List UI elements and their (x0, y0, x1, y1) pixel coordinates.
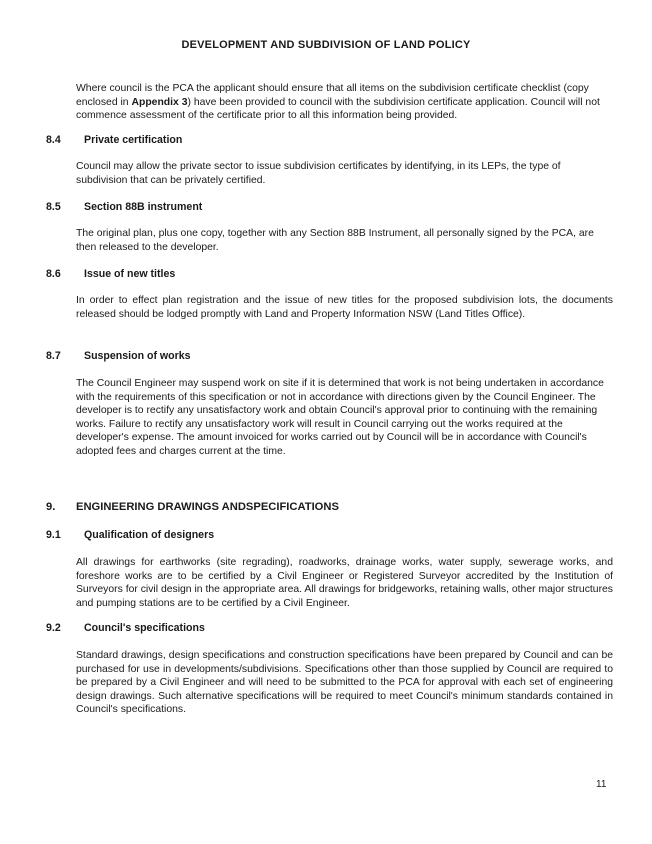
section-number: 8.5 (46, 201, 61, 213)
section-body-8-4: Council may allow the private sector to issue subdivision certificates by identifying, in its LEPs, the type of subdivision that can be privately certified. (76, 161, 561, 186)
section-number: 8.4 (46, 134, 61, 146)
section-heading-9-1 (46, 528, 214, 542)
appendix-reference: Appendix 3 (131, 96, 188, 108)
page-header-title: DEVELOPMENT AND SUBDIVISION OF LAND POLICY (181, 39, 471, 51)
section-number: 9.1 (46, 529, 61, 541)
section-heading-8-5 (46, 200, 202, 214)
section-body-9-1: All drawings for earthworks (site regrading), roadworks, drainage works, water supply, sewerage works, and foreshore works are to be certified by a Civil Engineer or Registered Surveyor accredited by the Institution of Surveyors for civil design in the appropriate area. All drawings for bridgeworks, retaining walls, other major structures and pumping stations are to be certified by a Civil Engineer. (76, 557, 613, 609)
section-heading-9-2 (46, 621, 205, 635)
section-number: 8.7 (46, 350, 61, 362)
section-title: Suspension of works (84, 350, 191, 362)
section-title: Council's specifications (84, 622, 205, 634)
section-body-8-5: The original plan, plus one copy, together with any Section 88B Instrument, all personally signed by the PCA, are then released to the developer. (76, 228, 594, 253)
section-heading-9 (46, 500, 339, 514)
section-title: Qualification of designers (84, 529, 215, 541)
section-heading-8-7 (46, 349, 191, 363)
section-body-8-6: In order to effect plan registration and the issue of new titles for the proposed subdivision lots, the documents released should be lodged promptly with Land and Property Information NSW (Land Titles Office). (76, 295, 613, 320)
intro-text-pre: Where council is the PCA the applicant should ensure that all items on the subdivision certificate checklist (copy enclosed in (76, 83, 589, 108)
section-title: Section 88B instrument (84, 201, 203, 213)
section-heading-8-4 (46, 133, 182, 147)
section-title: Private certification (84, 134, 183, 146)
section-body-9-2: Standard drawings, design specifications and construction specifications have been prepared by Council and can be purchased for use in developments/subdivisions. Specifications other than those supplied by Council are required to be prepared by a Civil Engineer and will need to be submitted to the PCA for approval with each set of engineering design drawings. Such alternative specifications will be required to meet Council's minimum standards contained in Council's specifications. (76, 650, 613, 716)
section-body-8-7: The Council Engineer may suspend work on site if it is determined that work is not being undertaken in accordance with the requirements of this specification or not in accordance with directions given by the Council Engineer. The developer is to rectify any unsatisfactory work and obtain Council's approval prior to continuing with the remaining works. Failure to rectify any unsatisfactory work will result in Council carrying out the works required at the developer's expense. The amount invoiced for works carried out by Council will be in accordance with Council's adopted fees and charges current at the time. (76, 378, 604, 457)
intro-paragraph (76, 82, 613, 123)
section-title: Issue of new titles (84, 268, 176, 280)
section-number: 9. (46, 501, 56, 513)
page-number: 11 (596, 779, 607, 790)
section-title: ENGINEERING DRAWINGS ANDSPECIFICATIONS (76, 501, 339, 513)
section-number: 8.6 (46, 268, 61, 280)
section-number: 9.2 (46, 622, 61, 634)
intro-text-post: ) have been provided to council with the subdivision certificate application. Council will not commence assessment of the certificate prior to all this information being provided. (76, 96, 600, 122)
section-heading-8-6 (46, 267, 175, 281)
